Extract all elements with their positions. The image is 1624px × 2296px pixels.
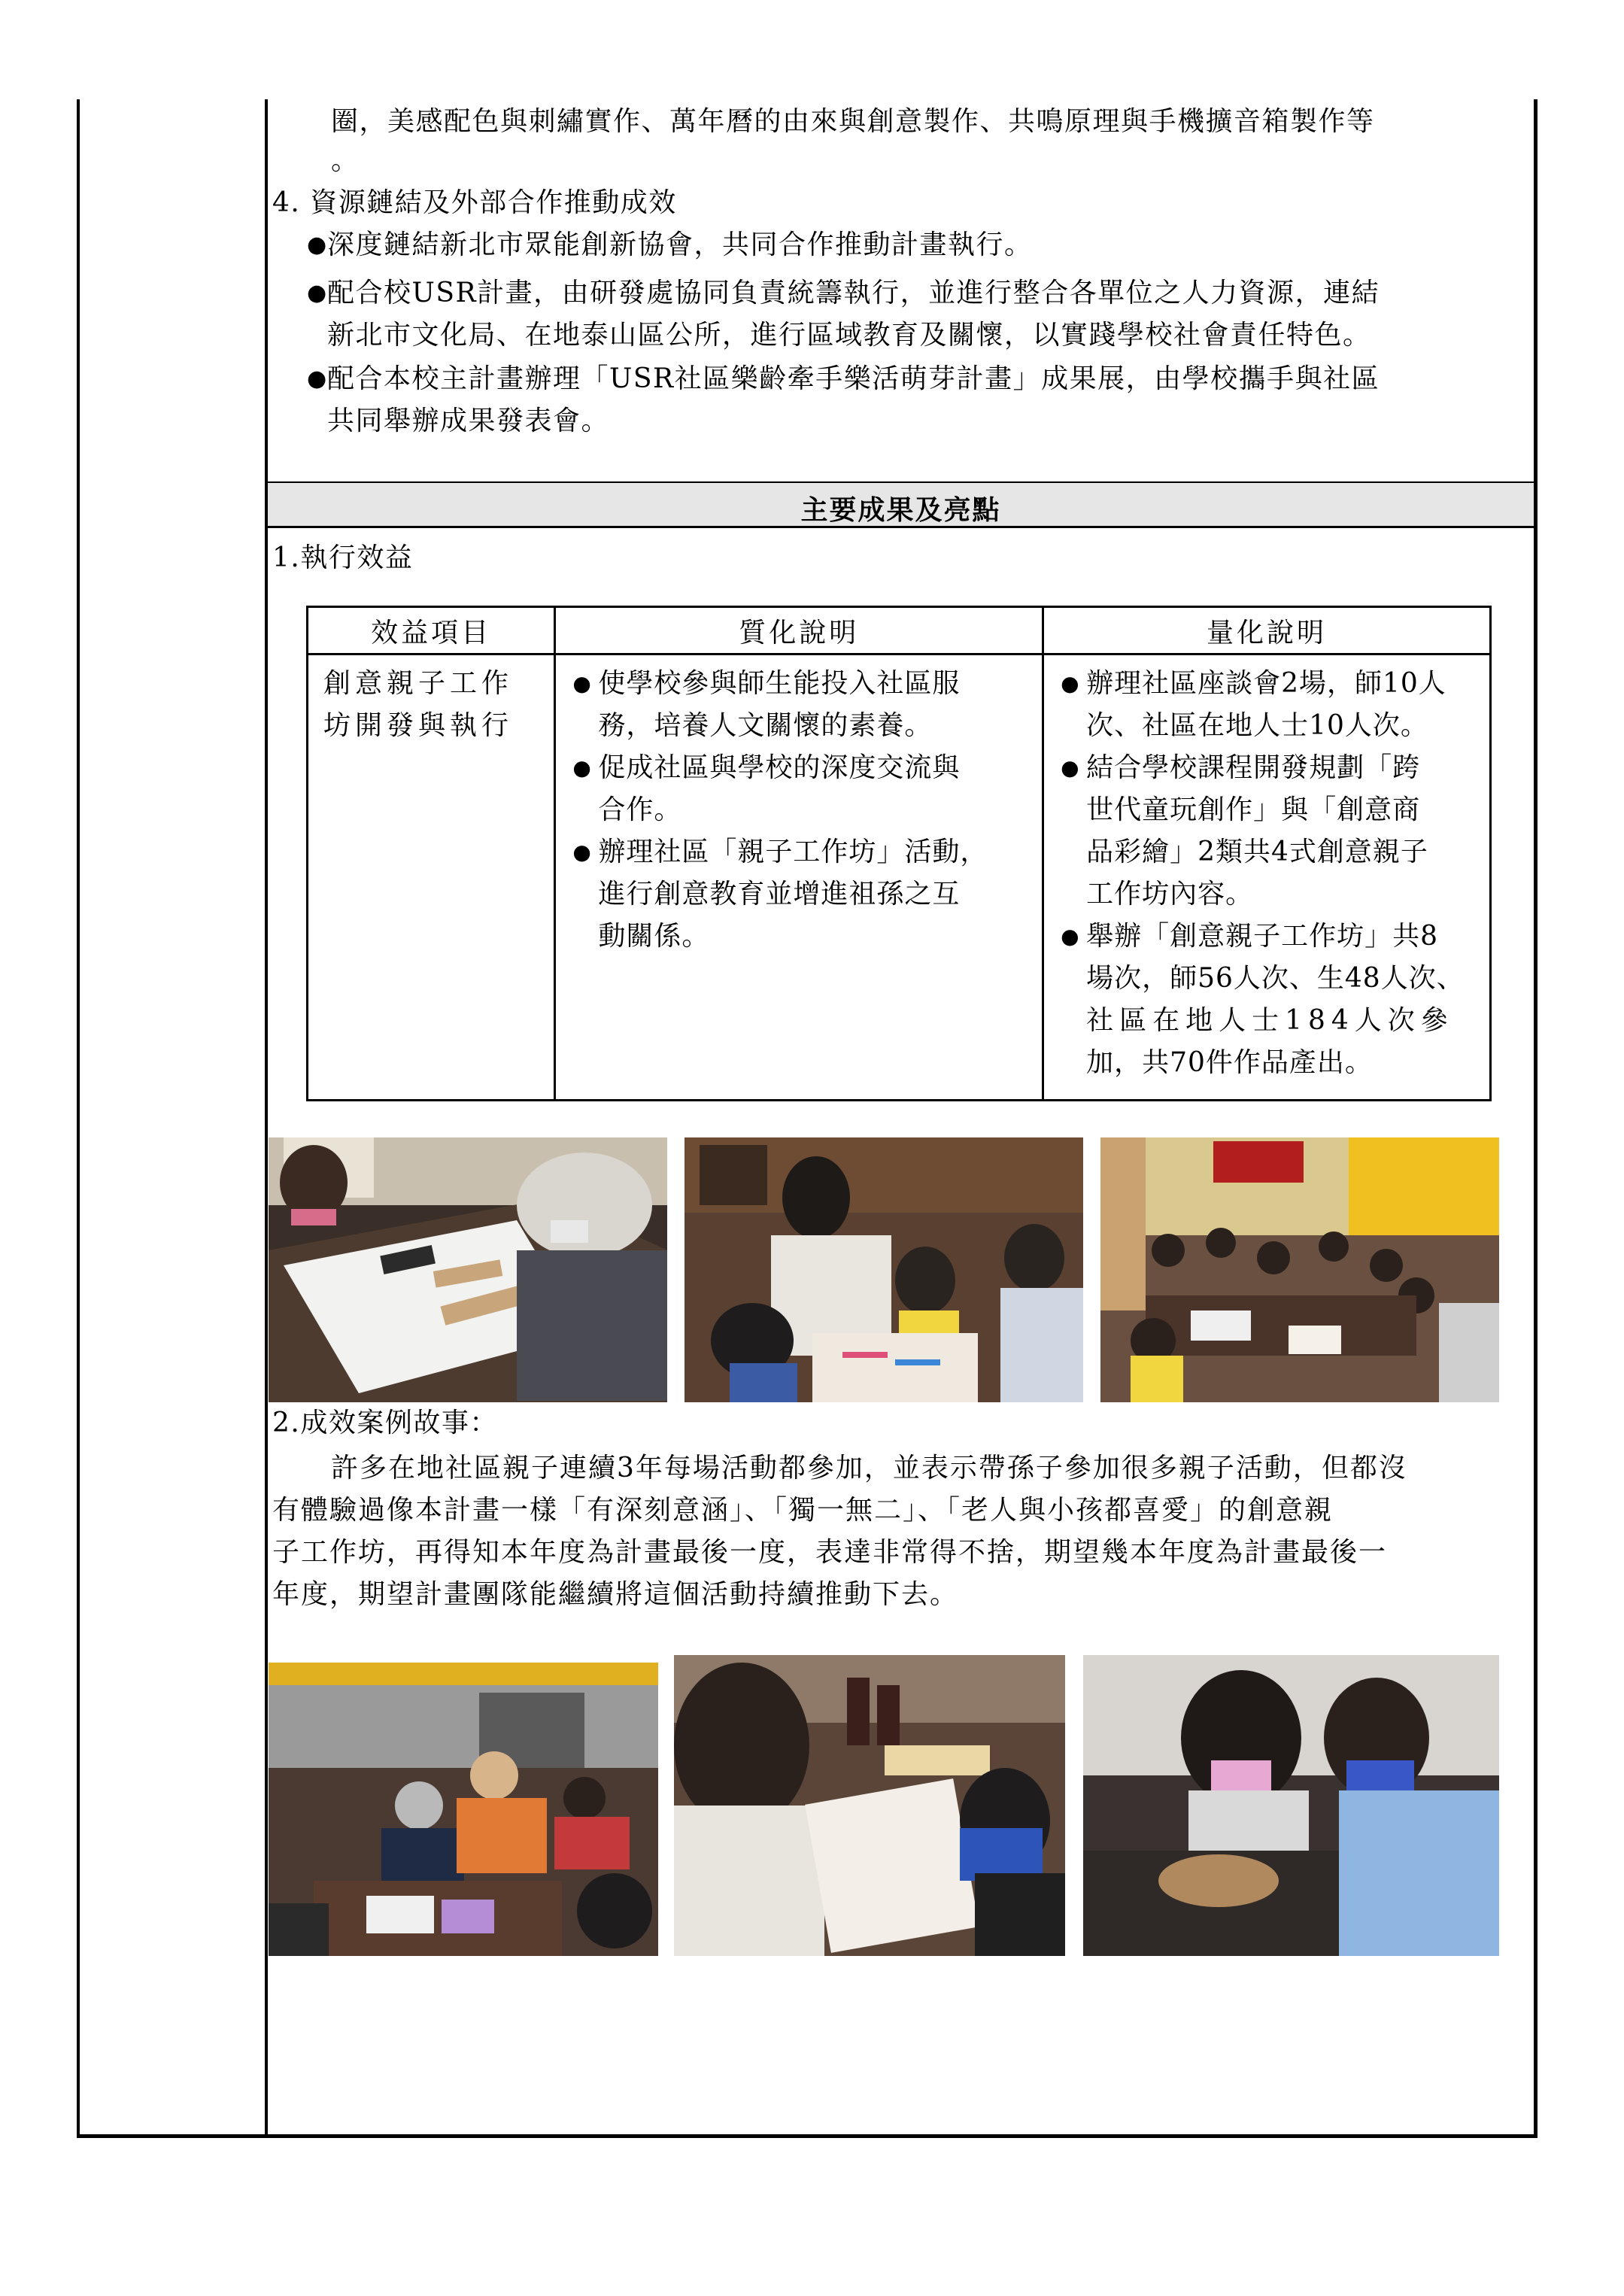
list-item: [556, 831, 1042, 958]
item-line: 世代童玩創作」與「創意商: [1086, 794, 1421, 825]
section1-title: 1.執行效益: [272, 542, 414, 573]
bullet-text: 配合校USR計畫，由研發處協同負責統籌執行，並進行整合各單位之人力資源，連結: [327, 278, 1380, 308]
section2-title: 2.成效案例故事：: [272, 1408, 498, 1438]
bullet-text: 配合本校主計畫辦理「USR社區樂齡牽手樂活萌芽計畫」成果展，由學校攜手與社區: [327, 363, 1380, 394]
item-line: 進行創意教育並增進祖孫之互: [598, 879, 961, 910]
item-line: 使學校參與師生能投入社區服: [598, 668, 961, 699]
workshop-photo-6: [1083, 1655, 1499, 1956]
list-item: [1044, 747, 1489, 916]
item-line: 舉辦「創意親子工作坊」共8: [1086, 921, 1438, 952]
item-line: 創意親子工作: [323, 668, 514, 699]
list-item: [1044, 663, 1489, 747]
workshop-photo-2: [685, 1137, 1083, 1402]
list-item: [556, 663, 1042, 747]
bullet-dot: ●: [1061, 924, 1080, 949]
item-line: 動關係。: [598, 921, 710, 952]
benefit-table: [306, 606, 1492, 1101]
continued-text-line-2: 。: [331, 145, 360, 176]
bullet-dot: ●: [307, 280, 327, 306]
item-line: 合作。: [598, 794, 682, 825]
highlights-header-text: 主要成果及亮點: [800, 494, 1001, 526]
list-item: [556, 747, 1042, 831]
table-header-row: [308, 607, 1491, 654]
item-line: 結合學校課程開發規劃「跨: [1086, 752, 1421, 783]
story-line-3: 子工作坊，再得知本年度為計畫最後一度，表達非常得不捨，期望幾本年度為計畫最後一: [272, 1537, 1388, 1568]
workshop-photo-1: [269, 1137, 667, 1402]
bullet-dot: ●: [1061, 671, 1080, 696]
bullet-dot: ●: [1061, 755, 1080, 780]
story-line-1: 許多在地社區親子連續3年每場活動都參加，並表示帶孫子參加很多親子活動，但都沒: [331, 1453, 1407, 1484]
bullet-text: 新北市文化局、在地泰山區公所，進行區域教育及關懷，以實踐學校社會責任特色。: [327, 320, 1371, 351]
bullet-text: 共同舉辦成果發表會。: [327, 405, 610, 436]
bullet-dot: ●: [307, 366, 327, 392]
item-line: 場次，師56人次、生48人次、: [1086, 963, 1465, 994]
cell-item: [308, 654, 555, 1101]
workshop-photo-3: [1100, 1137, 1499, 1402]
workshop-photo-5: [674, 1655, 1065, 1956]
header-item: 效益項目: [308, 607, 555, 654]
table-row: [308, 654, 1491, 1101]
bullet-dot: ●: [572, 671, 592, 696]
section4-title: 4. 資源鏈結及外部合作推動成效: [272, 187, 677, 218]
bullet-dot: ●: [572, 755, 592, 780]
header-quantitative: 量化說明: [1043, 607, 1491, 654]
item-line: 辦理社區座談會2場，師10人: [1086, 668, 1446, 699]
continued-text-line-1: 圈，美感配色與刺繡實作、萬年曆的由來與創意製作、共鳴原理與手機擴音箱製作等: [331, 106, 1375, 137]
item-line: 社區在地人士184人次參: [1086, 1005, 1454, 1036]
item-line: 次、社區在地人士10人次。: [1086, 710, 1428, 741]
item-line: 坊開發與執行: [323, 710, 514, 741]
cell-qualitative: [555, 654, 1043, 1101]
header-qualitative: 質化說明: [555, 607, 1043, 654]
item-line: 品彩繪」2類共4式創意親子: [1086, 837, 1428, 867]
item-line: 促成社區與學校的深度交流與: [598, 752, 961, 783]
bullet-text: 深度鏈結新北市眾能創新協會，共同合作推動計畫執行。: [327, 229, 1033, 260]
bullet-dot: ●: [307, 232, 327, 258]
workshop-photo-4: [269, 1663, 658, 1956]
bullet-dot: ●: [572, 840, 592, 864]
item-line: 工作坊內容。: [1086, 879, 1254, 910]
item-line: 辦理社區「親子工作坊」活動，: [598, 837, 988, 867]
list-item: [1044, 916, 1489, 1084]
cell-quantitative: [1043, 654, 1491, 1101]
item-line: 務，培養人文關懷的素養。: [598, 710, 933, 741]
column-divider: [265, 99, 268, 2135]
highlights-header: [268, 481, 1534, 528]
story-line-4: 年度，期望計畫團隊能繼續將這個活動持續推動下去。: [272, 1579, 959, 1610]
item-line: 加，共70件作品產出。: [1086, 1047, 1373, 1078]
story-line-2: 有體驗過像本計畫一樣「有深刻意涵」、「獨一無二」、「老人與小孩都喜愛」的創意親: [272, 1495, 1334, 1526]
